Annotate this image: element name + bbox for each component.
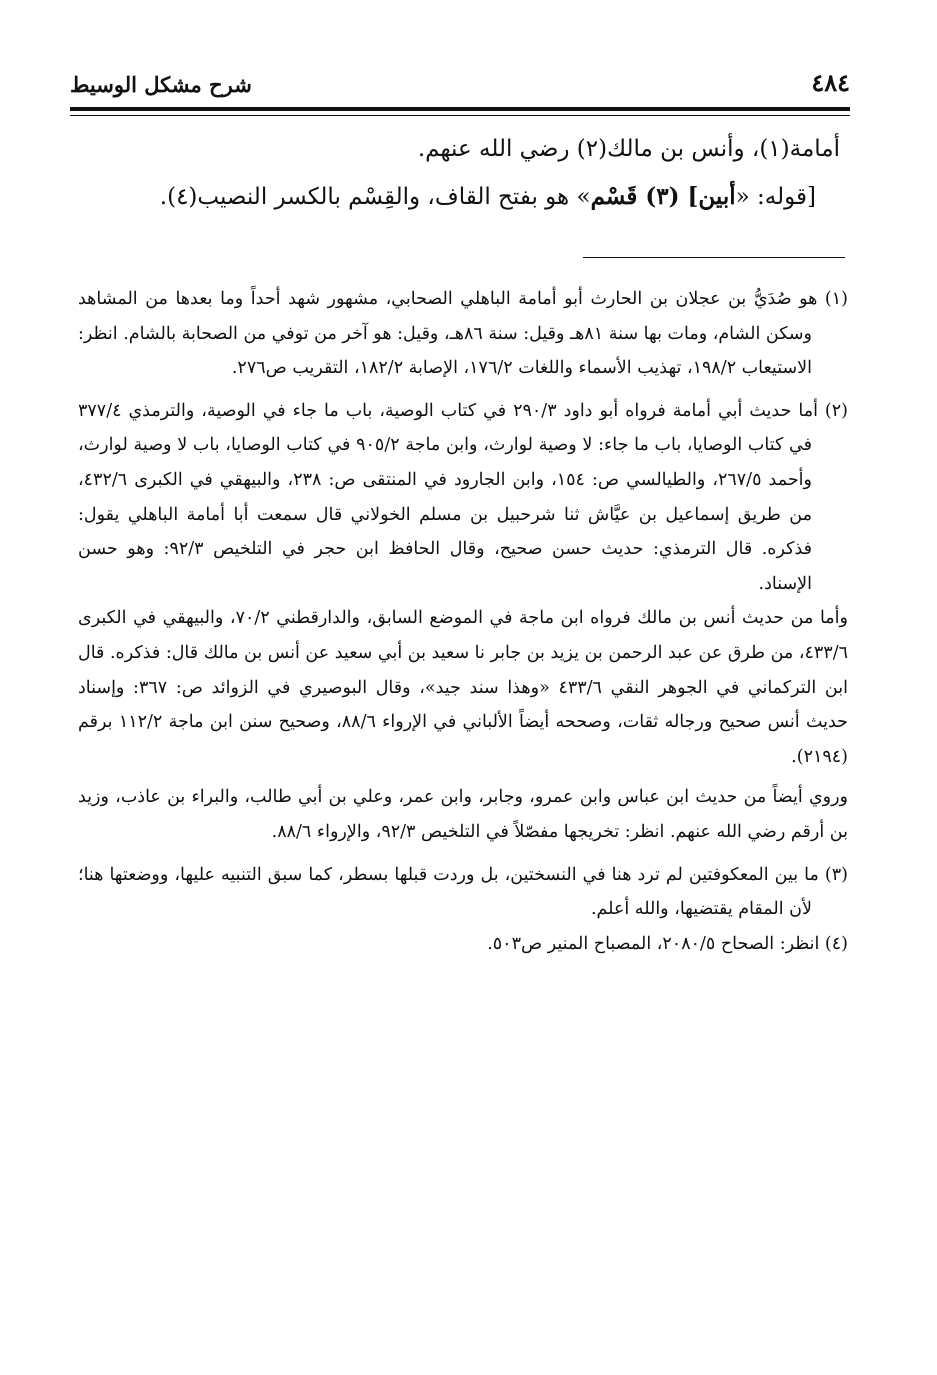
footnote-1: (١) هو صُدَيُّ بن عجلان بن الحارث أبو أمامة الباهلي الصحابي، مشهور شهد أحداً وما بعدها من المشاهد وسكن الشام، ومات بها سنة ٨١هـ وقيل: سنة ٨٦هـ، وقيل: هو آخر من توفي من الصحابة بالشام. انظر: الاستيعاب ١٩٨/٢، تهذيب الأسماء واللغات ١٧٦/٢، الإصابة ١٨٢/٢، التقريب ص٢٧٦. [78, 289, 848, 379]
quote-explanation: » هو بفتح القاف، والقِسْم بالكسر النصيب(٤). [159, 184, 591, 210]
main-text-line-2 [80, 173, 840, 221]
header-rule-thick [70, 107, 850, 111]
page-number: ٤٨٤ [811, 68, 850, 97]
header-rule-thin [70, 115, 850, 116]
quote-prefix: [قوله: « [735, 184, 816, 210]
footnote-2: (٢) أما حديث أبي أمامة فرواه أبو داود ٢٩٠/٣ في كتاب الوصية، باب ما جاء في الوصية، والترمذي ٣٧٧/٤ في كتاب الوصايا، باب ما جاء: لا وصية لوارث، وابن ماجة ٩٠٥/٢ في كتاب الوصايا، باب لا وصية لوارث، وأحمد ٢٦٧/٥، والطيالسي ص: ١٥٤، وابن الجارود في المنتقى ص: ٢٣٨، والبيهقي في الكبرى ٤٣٢/٦، من طريق إسماعيل بن عيَّاش ثنا شرحبيل بن مسلم الخولاني قال سمعت أبا أمامة الباهلي يقول: فذكره. قال الترمذي: حديث حسن صحيح، وقال الحافظ ابن حجر في التلخيص ٩٢/٣: وهو حسن الإسناد. [78, 400, 848, 594]
quote-headword: أبين] (٣) قَسْم [590, 183, 736, 210]
main-text [80, 125, 840, 221]
footnote-separator [583, 257, 845, 258]
footnote-3: (٣) ما بين المعكوفتين لم ترد هنا في النسختين، بل وردت قبلها بسطر، كما سبق التنبيه عليها، ووضعتها هنا؛ لأن المقام يقتضيها، والله أعلم. [78, 864, 848, 920]
running-title: شرح مشكل الوسيط [70, 72, 252, 97]
footnote-2-continued: وأما من حديث أنس بن مالك فرواه ابن ماجة في الموضع السابق، والدارقطني ٧٠/٢، والبيهقي في الكبرى ٤٣٣/٦، من طرق عن عبد الرحمن بن يزيد بن جابر نا سعيد بن أبي سعيد عن أنس بن مالك قال: فذكره. قال ابن التركماني في الجوهر النقي ٤٣٣/٦ «وهذا سند جيد»، وقال البوصيري في الزوائد ص: ٣٦٧: وإسناد حديث أنس صحيح ورجاله ثقات، وصححه أيضاً الألباني في الإرواء ٨٨/٦، وصحيح سنن ابن ماجة ١١٢/٢ برقم (٢١٩٤). [78, 608, 849, 767]
footnote-2-additional: وروي أيضاً من حديث ابن عباس وابن عمرو، وجابر، وابن عمر، وعلي بن أبي طالب، والبراء بن عاذب، وزيد بن أرقم رضي الله عنهم. انظر: تخريجها مفصّلاً في التلخيص ٩٢/٣، والإرواء ٨٨/٦. [78, 787, 848, 842]
footnotes [78, 282, 848, 961]
page-header [70, 64, 850, 104]
main-text-line-1: أمامة(١)، وأنس بن مالك(٢) رضي الله عنهم. [417, 136, 840, 162]
footnote-4: (٤) انظر: الصحاح ٢٠٨٠/٥، المصباح المنير ص٥٠٣. [487, 933, 848, 954]
